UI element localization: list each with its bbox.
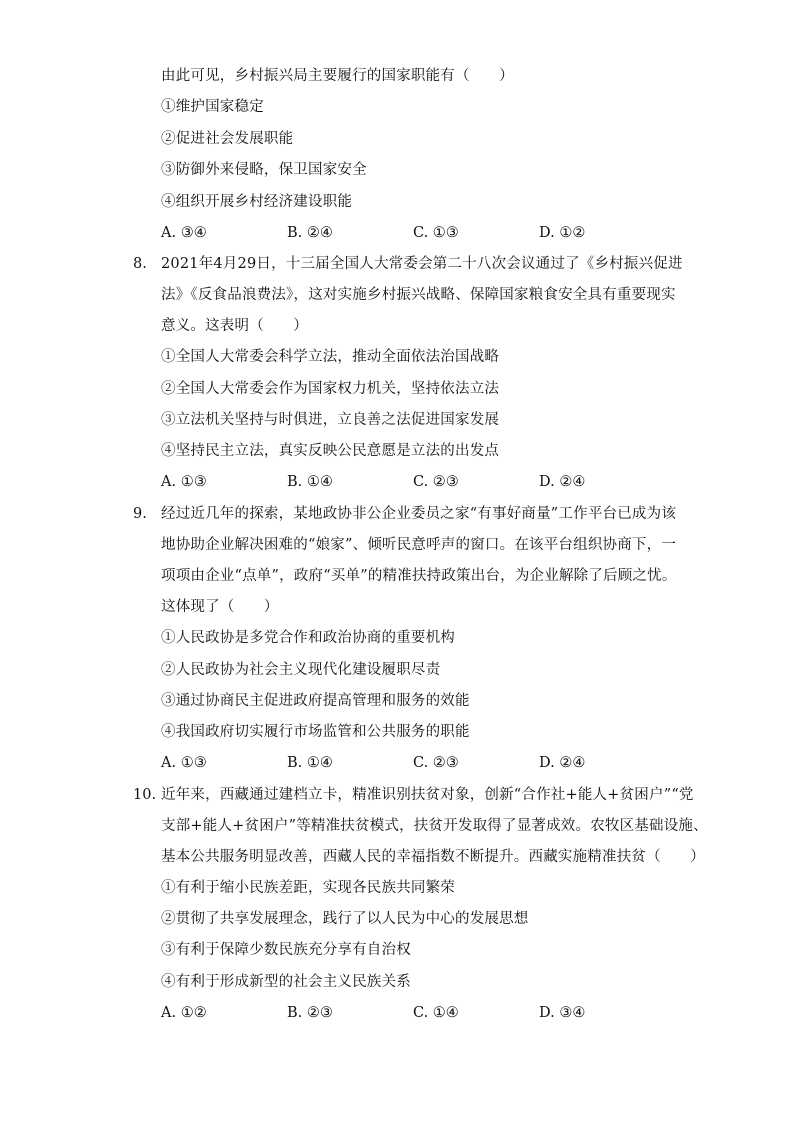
question-7-option-a: A. ③④ bbox=[161, 225, 207, 241]
question-10-item-4: ④有利于形成新型的社会主义民族关系 bbox=[161, 974, 411, 990]
question-9-option-d: D. ②④ bbox=[539, 755, 586, 771]
question-8-stem-line-3: 意义。这表明（ ） bbox=[161, 318, 308, 334]
question-10-stem-line-2: 支部+能人+贫困户”等精准扶贫模式，扶贫开发取得了显著成效。农牧区基础设施、 bbox=[161, 818, 708, 834]
question-9-item-3: ③通过协商民主促进政府提高管理和服务的效能 bbox=[161, 693, 470, 709]
question-10-option-d: D. ③④ bbox=[539, 1005, 586, 1021]
question-9-option-c: C. ②③ bbox=[413, 755, 459, 771]
question-10-option-b: B. ②③ bbox=[287, 1005, 333, 1021]
question-10-stem-line-3: 基本公共服务明显改善，西藏人民的幸福指数不断提升。西藏实施精准扶贫（ ） bbox=[161, 849, 705, 865]
question-10-item-3: ③有利于保障少数民族充分享有自治权 bbox=[161, 942, 411, 958]
question-8-option-c: C. ②③ bbox=[413, 474, 459, 490]
question-8-item-4: ④坚持民主立法，真实反映公民意愿是立法的出发点 bbox=[161, 443, 500, 459]
question-9-stem-line-4: 这体现了（ ） bbox=[161, 599, 279, 615]
question-10-stem-line-1: 近年来，西藏通过建档立卡，精准识别扶贫对象，创新“合作社+能人+贫困户”“党 bbox=[161, 787, 694, 803]
question-9-stem-line-2: 地协助企业解决困难的“娘家”、倾听民意呼声的窗口。在该平台组织协商下，一 bbox=[161, 537, 677, 553]
question-9-item-4: ④我国政府切实履行市场监管和公共服务的职能 bbox=[161, 724, 470, 740]
question-9-number: 9. bbox=[133, 506, 147, 522]
question-10-item-2: ②贯彻了共享发展理念，践行了以人民为中心的发展思想 bbox=[161, 911, 529, 927]
question-10-number: 10. bbox=[133, 787, 157, 803]
question-8-stem-line-1: 2021年4月29日，十三届全国人大常委会第二十八次会议通过了《乡村振兴促进 bbox=[161, 256, 683, 272]
question-10-option-a: A. ①② bbox=[161, 1005, 207, 1021]
question-9-item-1: ①人民政协是多党合作和政治协商的重要机构 bbox=[161, 630, 455, 646]
question-8-item-2: ②全国人大常委会作为国家权力机关，坚持依法立法 bbox=[161, 381, 500, 397]
question-8-stem-line-2: 法》《反食品浪费法》，这对实施乡村振兴战略、保障国家粮食安全具有重要现实 bbox=[161, 287, 676, 303]
question-9-option-b: B. ①④ bbox=[287, 755, 333, 771]
question-8-item-3: ③立法机关坚持与时俱进，立良善之法促进国家发展 bbox=[161, 412, 500, 428]
question-10-option-c: C. ①④ bbox=[413, 1005, 459, 1021]
question-7-option-d: D. ①② bbox=[539, 225, 586, 241]
question-9-stem-line-1: 经过近几年的探索，某地政协非公企业委员之家“有事好商量”工作平台已成为该 bbox=[161, 506, 677, 522]
question-7-option-c: C. ①③ bbox=[413, 225, 459, 241]
question-8-item-1: ①全国人大常委会科学立法，推动全面依法治国战略 bbox=[161, 349, 500, 365]
question-9-item-2: ②人民政协为社会主义现代化建设履职尽责 bbox=[161, 662, 441, 678]
question-7-stem: 由此可见，乡村振兴局主要履行的国家职能有（ ） bbox=[161, 68, 514, 84]
question-7-item-2: ②促进社会发展职能 bbox=[161, 131, 294, 147]
question-7-item-1: ①维护国家稳定 bbox=[161, 99, 264, 115]
question-9-stem-line-3: 项项由企业“点单”，政府“买单”的精准扶持政策出台，为企业解除了后顾之忧。 bbox=[161, 568, 677, 584]
question-7-item-4: ④组织开展乡村经济建设职能 bbox=[161, 194, 353, 210]
question-9-option-a: A. ①③ bbox=[161, 755, 207, 771]
question-8-number: 8. bbox=[133, 256, 147, 272]
question-8-option-b: B. ①④ bbox=[287, 474, 333, 490]
question-7-option-b: B. ②④ bbox=[287, 225, 333, 241]
question-8-option-d: D. ②④ bbox=[539, 474, 586, 490]
question-8-option-a: A. ①③ bbox=[161, 474, 207, 490]
question-7-item-3: ③防御外来侵略，保卫国家安全 bbox=[161, 162, 367, 178]
question-10-item-1: ①有利于缩小民族差距，实现各民族共同繁荣 bbox=[161, 880, 455, 896]
